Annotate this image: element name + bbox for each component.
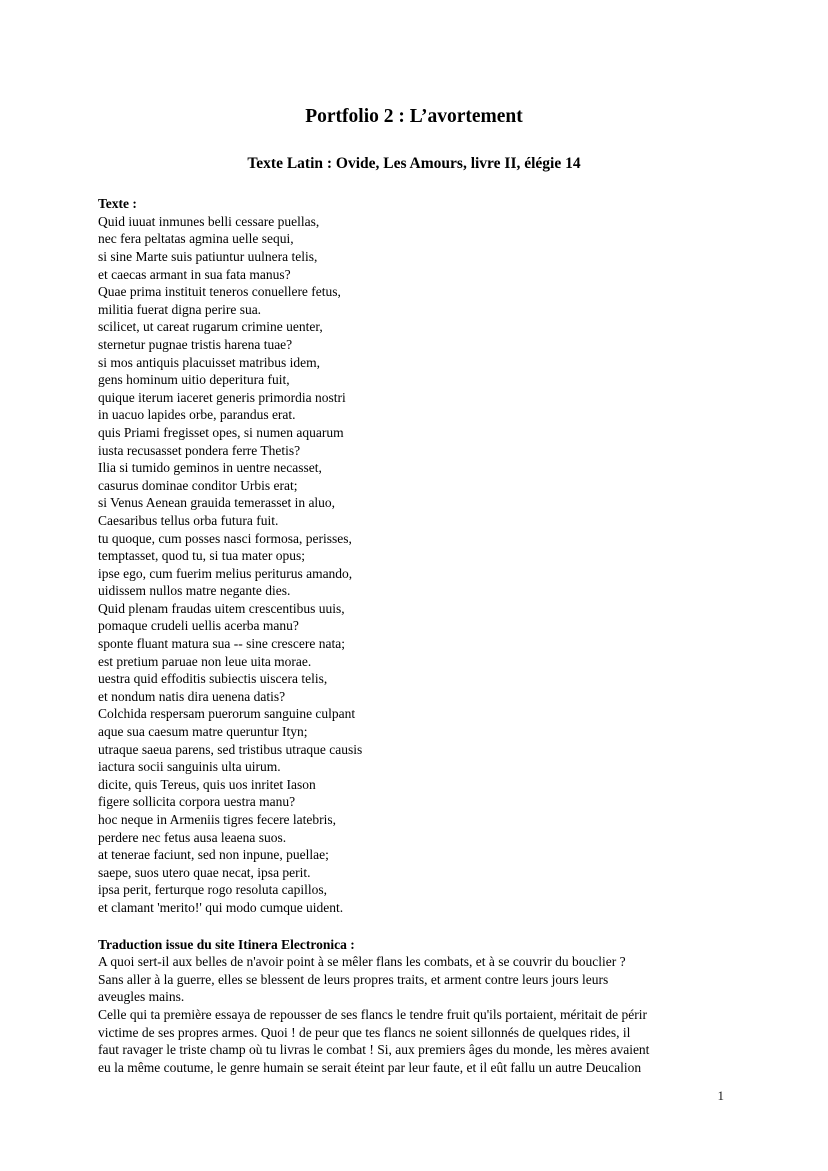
latin-verse-line: ipse ego, cum fuerim melius periturus amando, (98, 565, 353, 581)
latin-verse-line: quique iterum iaceret generis primordia nostri (98, 389, 346, 405)
latin-verse-line: Ilia si tumido geminos in uentre necasset, (98, 460, 322, 476)
latin-verse-line: Colchida respersam puerorum sanguine culpant (98, 706, 356, 722)
latin-verse-line: ipsa perit, ferturque rogo resoluta capillos, (98, 882, 328, 898)
translation-line: victime de ses propres armes. Quoi ! de peur que tes flancs ne soient sillonnés de quelques rides, il (98, 1024, 631, 1040)
document-subtitle: Texte Latin : Ovide, Les Amours, livre II, élégie 14 (247, 155, 581, 173)
translation-line: aveugles mains. (98, 989, 185, 1005)
latin-verse-line: et nondum natis dira uenena datis? (98, 688, 286, 704)
document-title: Portfolio 2 : L’avortement (305, 106, 523, 127)
latin-verse-line: at tenerae faciunt, sed non inpune, puellae; (98, 847, 329, 863)
latin-verse-line: si mos antiquis placuisset matribus idem, (98, 354, 320, 370)
latin-verse-line: Quid plenam fraudas uitem crescentibus uuis, (98, 600, 345, 616)
latin-section-heading: Texte : (98, 196, 137, 212)
latin-verse-line: utraque saeua parens, sed tristibus utraque causis (98, 741, 363, 757)
translation-line: A quoi sert-il aux belles de n'avoir point à se mêler flans les combats, et à se couvrir du bouclier ? (98, 954, 626, 970)
page-number: 1 (717, 1088, 724, 1103)
latin-verse-line: perdere nec fetus ausa leaena suos. (98, 829, 287, 845)
latin-verse-line: pomaque crudeli uellis acerba manu? (98, 618, 299, 634)
translation-section-heading: Traduction issue du site Itinera Electronica : (98, 936, 355, 952)
latin-verse-line: figere sollicita corpora uestra manu? (98, 794, 296, 810)
translation-line: Sans aller à la guerre, elles se blessent de leurs propres traits, et arment contre leurs jours leurs (98, 971, 609, 987)
translation-line: eu la même coutume, le genre humain se serait éteint par leur faute, et il eût fallu un autre Deucalion (98, 1059, 642, 1075)
latin-verse-line: saepe, suos utero quae necat, ipsa perit. (98, 864, 311, 880)
latin-verse-line: et caecas armant in sua fata manus? (98, 266, 291, 282)
latin-verse-line: tu quoque, cum posses nasci formosa, perisses, (98, 530, 352, 546)
latin-verse-line: sternetur pugnae tristis harena tuae? (98, 336, 293, 352)
latin-verse-line: gens hominum uitio deperitura fuit, (98, 372, 290, 388)
translation-line: Celle qui ta première essaya de repousser de ses flancs le tendre fruit qu'ils portaient, méritait de périr (98, 1006, 647, 1022)
latin-verse-line: Quae prima instituit teneros conuellere fetus, (98, 284, 341, 300)
latin-verse-line: si Venus Aenean grauida temerasset in aluo, (98, 495, 336, 511)
latin-verse-line: uidissem nullos matre negante dies. (98, 583, 291, 599)
latin-verse-line: iusta recusasset pondera ferre Thetis? (98, 442, 301, 458)
latin-verse-line: si sine Marte suis patiuntur uulnera telis, (98, 249, 318, 265)
latin-verse-line: aque sua caesum matre queruntur Ityn; (98, 724, 308, 740)
latin-verse-line: in uacuo lapides orbe, parandus erat. (98, 407, 296, 423)
latin-verse-line: Caesaribus tellus orba futura fuit. (98, 512, 279, 528)
latin-verse-line: sponte fluant matura sua -- sine crescere nata; (98, 636, 346, 652)
latin-verse-line: scilicet, ut careat rugarum crimine uenter, (98, 319, 323, 335)
latin-verse-line: et clamant 'merito!' qui modo cumque uident. (98, 899, 344, 915)
translation-line: faut ravager le triste champ où tu livras le combat ! Si, aux premiers âges du monde, les mères avaient (98, 1042, 650, 1058)
latin-verse-line: temptasset, quod tu, si tua mater opus; (98, 548, 305, 564)
latin-verse-line: nec fera peltatas agmina uelle sequi, (98, 231, 294, 247)
translation-text (98, 953, 731, 1076)
latin-verse-line: casurus dominae conditor Urbis erat; (98, 477, 298, 493)
latin-verse-line: est pretium paruae non leue uita morae. (98, 653, 312, 669)
latin-verse-line: iactura socii sanguinis ulta uirum. (98, 759, 281, 775)
latin-verse-line: dicite, quis Tereus, quis uos inritet Iason (98, 776, 316, 792)
document-body (98, 195, 731, 1076)
latin-verse-line: quis Priami fregisset opes, si numen aquarum (98, 424, 344, 440)
latin-verse-line: hoc neque in Armeniis tigres fecere latebris, (98, 812, 337, 828)
latin-verse-line: Quid iuuat inmunes belli cessare puellas, (98, 213, 320, 229)
latin-poem (98, 213, 731, 917)
latin-verse-line: uestra quid effoditis subiectis uiscera telis, (98, 671, 328, 687)
latin-verse-line: militia fuerat digna perire sua. (98, 301, 262, 317)
